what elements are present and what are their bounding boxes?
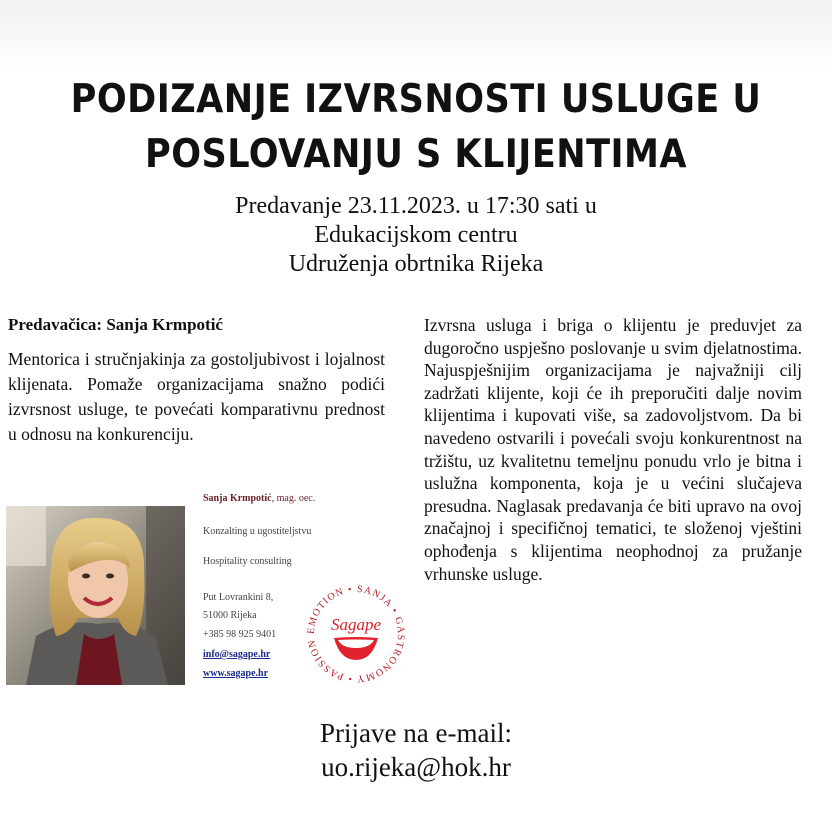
page-title [42, 72, 791, 182]
lecturer-heading: Predavačica: Sanja Krmpotić [8, 315, 223, 334]
title-line-2: POSLOVANJU S KLIJENTIMA [145, 132, 687, 177]
card-service-local: Konzalting u ugostiteljstvu [203, 526, 312, 537]
event-venue-line: Edukacijskom centru [314, 222, 518, 248]
card-web-row [203, 668, 268, 679]
signup-info [0, 716, 832, 784]
lecturer-photo [6, 506, 185, 685]
lecturer-description: Mentorica i stručnjakinja za gostoljubivost i lojalnost klijenata. Pomaže organizacijama snažno podići izvrsnost usluge, te povećati komparativnu prednost u odnosu na konkurenciju. [8, 349, 385, 444]
lecture-description: Izvrsna usluga i briga o klijentu je preduvjet za dugoročno uspješno poslovanje u svim djelatnostima. Najuspješnijim organizacijama je najvažniji cilj zadržati klijente, koji će ih preporučiti dalje novim klijentima i kupovati više, sa zadovoljstvom. Da bi navedeno ostvarili i povećali svoju konkurentnost na tržištu, uz kvalitetnu temeljnu ponudu vrlo je bitna i uslužna komponenta, koja je u većini slučajeva presudna. Naglasak predavanja će biti upravo na ovoj značajnoj i specifičnoj tematici, te složenoj vještini ophođenja s klijentima neophodnoj za pružanje vrhunske usluge. [424, 315, 802, 584]
event-details [0, 192, 832, 279]
card-web-link[interactable]: www.sagape.hr [203, 668, 269, 679]
card-phone: +385 98 925 9401 [203, 629, 277, 640]
event-organizer-line: Udruženja obrtnika Rijeka [288, 251, 544, 277]
top-band [0, 0, 832, 70]
signup-email[interactable]: uo.rijeka@hok.hr [321, 752, 511, 782]
card-address-street: Put Lovrankini 8, [203, 592, 274, 603]
card-email-row [203, 649, 270, 660]
sagape-logo [300, 578, 412, 690]
event-date-line: Predavanje 23.11.2023. u 17:30 sati u [235, 193, 597, 219]
card-address-city: 51000 Rijeka [203, 610, 257, 621]
svg-text:EMOTION • SANJA • GASTRONOMY •: EMOTION • SANJA • GASTRONOMY • PASSION [305, 583, 407, 685]
signup-label: Prijave na e-mail: [320, 718, 512, 748]
card-name: Sanja Krmpotić [203, 493, 272, 504]
title-line-1: PODIZANJE IZVRSNOSTI USLUGE U [70, 77, 762, 122]
card-email-link[interactable]: info@sagape.hr [203, 649, 271, 660]
card-name-line [203, 493, 315, 504]
card-degree: , mag. oec. [271, 493, 316, 504]
card-service-english: Hospitality consulting [203, 556, 292, 567]
svg-text:Sagape: Sagape [330, 615, 382, 634]
